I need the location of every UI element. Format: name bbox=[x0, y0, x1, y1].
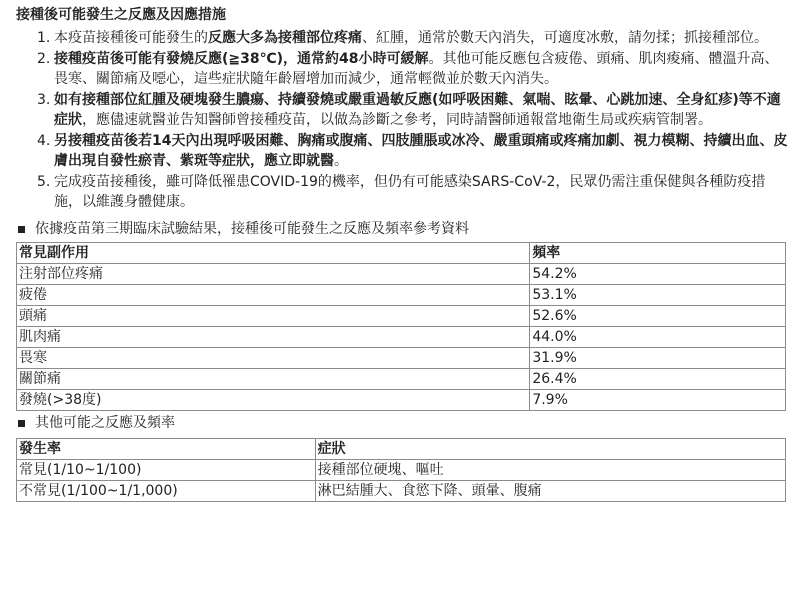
item-text-bold: 如有接種部位紅腫及硬塊發生膿瘍、持續發燒或嚴重過敏反應(如呼吸困難、氣喘、眩暈、心跳加速、全身紅疹)等不適症狀 bbox=[54, 92, 781, 128]
item-text: 。其他可能反應包含疲倦、頭痛、肌肉痠痛、體溫升高、畏寒、關節痛及噁心，這些症狀隨年齡層增加而減少，通常輕微並於數天內消失。 bbox=[54, 51, 779, 87]
table-row bbox=[17, 306, 786, 327]
frequency-cell: 52.6% bbox=[530, 306, 786, 327]
item-text-bold: 接種疫苗後可能有發燒反應(≧38℃)，通常約48小時可緩解 bbox=[54, 51, 429, 67]
measure-item-5 bbox=[37, 172, 788, 212]
other-reactions-table bbox=[16, 438, 786, 502]
header-incidence: 發生率 bbox=[17, 439, 316, 460]
item-number: 2. bbox=[37, 51, 51, 67]
table-row bbox=[17, 348, 786, 369]
header-frequency: 頻率 bbox=[530, 243, 786, 264]
side-effect-cell: 畏寒 bbox=[17, 348, 530, 369]
incidence-cell: 常見(1/10~1/100) bbox=[17, 460, 316, 481]
square-bullet-icon bbox=[18, 420, 25, 427]
item-text: 本疫苗接種後可能發生的 bbox=[54, 30, 208, 46]
side-effect-cell: 頭痛 bbox=[17, 306, 530, 327]
side-effect-cell: 肌肉痛 bbox=[17, 327, 530, 348]
item-number: 3. bbox=[37, 92, 51, 108]
measure-item-4 bbox=[37, 131, 788, 171]
section1-label bbox=[16, 219, 788, 239]
frequency-cell: 26.4% bbox=[530, 369, 786, 390]
section2-text: 其他可能之反應及頻率 bbox=[35, 415, 175, 431]
side-effect-cell: 疲倦 bbox=[17, 285, 530, 306]
frequency-cell: 53.1% bbox=[530, 285, 786, 306]
item-text: 完成疫苗接種後，雖可降低罹患COVID-19的機率，但仍有可能感染SARS-CoV-2，民眾仍需注重保健與各種防疫措施，以維護身體健康。 bbox=[54, 174, 766, 210]
table-row bbox=[17, 264, 786, 285]
incidence-cell: 不常見(1/100~1/1,000) bbox=[17, 481, 316, 502]
side-effect-cell: 發燒(>38度) bbox=[17, 390, 530, 411]
section-heading: 接種後可能發生之反應及因應措施 bbox=[16, 7, 226, 23]
measure-item-2 bbox=[37, 49, 788, 89]
table-header-row bbox=[17, 243, 786, 264]
header-side-effect: 常見副作用 bbox=[17, 243, 530, 264]
frequency-cell: 7.9% bbox=[530, 390, 786, 411]
header-symptoms: 症狀 bbox=[315, 439, 785, 460]
table-row bbox=[17, 390, 786, 411]
item-number: 4. bbox=[37, 133, 51, 149]
common-side-effects-table bbox=[16, 242, 786, 411]
symptoms-cell: 接種部位硬塊、嘔吐 bbox=[315, 460, 785, 481]
symptoms-cell: 淋巴結腫大、食慾下降、頭暈、腹痛 bbox=[315, 481, 785, 502]
table-row bbox=[17, 327, 786, 348]
measure-item-1 bbox=[37, 28, 788, 48]
table-row bbox=[17, 285, 786, 306]
side-effect-cell: 關節痛 bbox=[17, 369, 530, 390]
frequency-cell: 54.2% bbox=[530, 264, 786, 285]
item-text-bold: 另接種疫苗後若14天內出現呼吸困難、胸痛或腹痛、四肢腫脹或冰冷、嚴重頭痛或疼痛加劇、視力模糊、持續出血、皮膚出現自發性瘀青、紫斑等症狀，應立即就醫 bbox=[54, 133, 788, 169]
item-number: 1. bbox=[37, 30, 51, 46]
document-content bbox=[16, 6, 788, 502]
response-measures-list bbox=[16, 28, 788, 212]
item-text-bold: 反應大多為接種部位疼痛 bbox=[208, 30, 362, 46]
section2-label bbox=[16, 413, 788, 433]
measure-item-3 bbox=[37, 90, 788, 130]
section1-text: 依據疫苗第三期臨床試驗結果，接種後可能發生之反應及頻率參考資料 bbox=[35, 221, 469, 237]
item-number: 5. bbox=[37, 174, 51, 190]
square-bullet-icon bbox=[18, 226, 25, 233]
table-header-row bbox=[17, 439, 786, 460]
table-row bbox=[17, 481, 786, 502]
frequency-cell: 44.0% bbox=[530, 327, 786, 348]
item-text: 、紅腫，通常於數天內消失，可適度冰敷，請勿揉；抓接種部位。 bbox=[362, 30, 768, 46]
item-text: 。 bbox=[334, 153, 348, 169]
frequency-cell: 31.9% bbox=[530, 348, 786, 369]
side-effect-cell: 注射部位疼痛 bbox=[17, 264, 530, 285]
table-row bbox=[17, 369, 786, 390]
table-row bbox=[17, 460, 786, 481]
item-text: ，應儘速就醫並告知醫師曾接種疫苗，以做為診斷之參考，同時請醫師通報當地衛生局或疾病管制署。 bbox=[82, 112, 712, 128]
